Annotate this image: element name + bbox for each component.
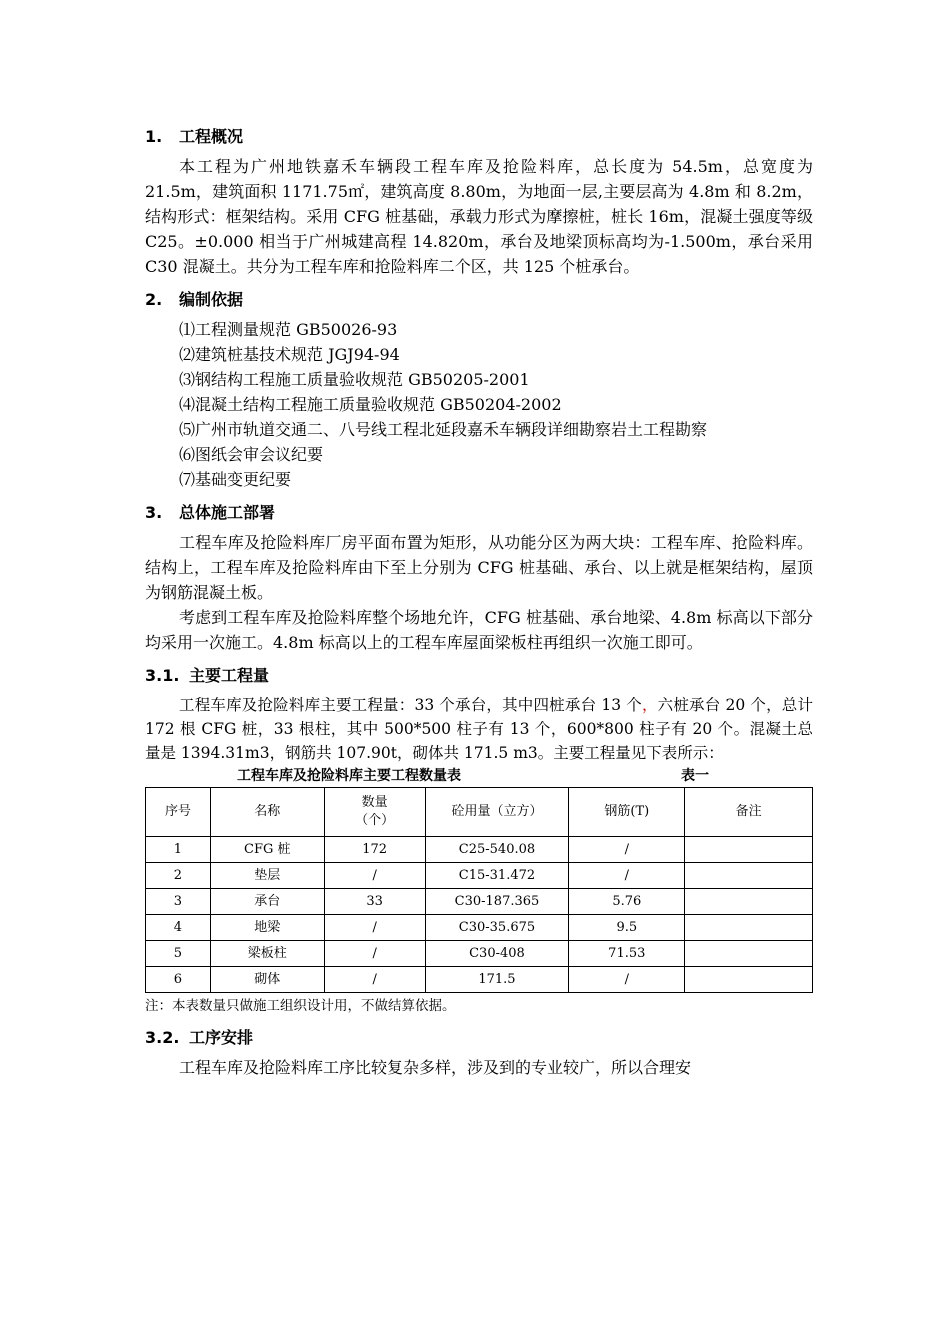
cell: C30-408	[425, 941, 569, 967]
cell: /	[569, 863, 685, 889]
section-3-1-heading	[145, 663, 813, 689]
cell: 4	[146, 915, 211, 941]
cell: 5	[146, 941, 211, 967]
section-3-1-number: 3.1.	[145, 666, 180, 685]
section-1-paragraph: 本工程为广州地铁嘉禾车辆段工程车库及抢险料库，总长度为 54.5m，总宽度为 21.5m，建筑面积 1171.75㎡，建筑高度 8.80m，为地面一层,主要层高为 4.8m 和 8.2m，结构形式：框架结构。采用 CFG 桩基础，承载力形式为摩擦桩，桩长 16m，混凝土强度等级 C25。±0.000 相当于广州城建高程 14.820m，承台及地梁顶标高均为-1.500m，承台采用 C30 混凝土。共分为工程车库和抢险料库二个区，共 125 个桩承台。	[145, 157, 813, 276]
section-2-number: 2.	[145, 290, 163, 309]
cell: 9.5	[569, 915, 685, 941]
section-3-2-number: 3.2.	[145, 1028, 180, 1047]
header-name: 名称	[210, 788, 324, 837]
cell: C15-31.472	[425, 863, 569, 889]
table-row	[146, 889, 813, 915]
section-3-2-heading	[145, 1025, 813, 1051]
cell: 5.76	[569, 889, 685, 915]
cell: /	[324, 967, 425, 993]
section-3-2-title: 工序安排	[189, 1028, 254, 1047]
cell: 承台	[210, 889, 324, 915]
cell: 梁板柱	[210, 941, 324, 967]
table-row	[146, 967, 813, 993]
cell: CFG 桩	[210, 837, 324, 863]
section-1-title: 工程概况	[179, 127, 244, 146]
cell	[685, 941, 813, 967]
header-remark: 备注	[685, 788, 813, 837]
cell: /	[324, 915, 425, 941]
section-3-1-paragraph: 工程车库及抢险料库主要工程量：33 个承台，其中四桩承台 13 个，六桩承台 20 个，总计 172 根 CFG 桩，33 根柱，其中 500*500 柱子有 13 个，600*800 柱子有 20 个。混凝土总量是 1394.31m3，钢筋共 107.90t，砌体共 171.5 m3。主要工程量见下表所示：	[145, 696, 813, 762]
cell	[685, 837, 813, 863]
reference-item-3: ⑶钢结构工程施工质量验收规范 GB50205-2001	[179, 370, 530, 389]
section-3-number: 3.	[145, 503, 163, 522]
cell: 6	[146, 967, 211, 993]
section-1-heading	[145, 124, 813, 150]
cell: 垫层	[210, 863, 324, 889]
cell: 地梁	[210, 915, 324, 941]
cell	[685, 889, 813, 915]
cell: /	[324, 941, 425, 967]
cell: C30-187.365	[425, 889, 569, 915]
section-3-heading	[145, 500, 813, 526]
cell: 1	[146, 837, 211, 863]
cell: /	[569, 837, 685, 863]
cell: C25-540.08	[425, 837, 569, 863]
header-steel: 钢筋(T)	[569, 788, 685, 837]
header-index: 序号	[146, 788, 211, 837]
header-quantity: 数量 （个）	[324, 788, 425, 837]
section-2-title: 编制依据	[179, 290, 244, 309]
table-caption	[145, 765, 813, 787]
cell: 33	[324, 889, 425, 915]
section-3-paragraph-2: 考虑到工程车库及抢险料库整个场地允许，CFG 桩基础、承台地梁、4.8m 标高以下部分均采用一次施工。4.8m 标高以上的工程车库屋面梁板柱再组织一次施工即可。	[145, 608, 813, 652]
cell: 2	[146, 863, 211, 889]
cell: 172	[324, 837, 425, 863]
section-1-number: 1.	[145, 127, 163, 146]
document-page	[145, 124, 813, 1080]
cell: /	[324, 863, 425, 889]
cell: C30-35.675	[425, 915, 569, 941]
cell: 砌体	[210, 967, 324, 993]
table-note: 注：本表数量只做施工组织设计用，不做结算依据。	[145, 998, 456, 1014]
section-3-paragraph-1: 工程车库及抢险料库厂房平面布置为矩形，从功能分区为两大块：工程车库、抢险料库。结构上，工程车库及抢险料库由下至上分别为 CFG 桩基础、承台、以上就是框架结构，屋顶为钢筋混凝土板。	[145, 533, 813, 602]
table-row	[146, 941, 813, 967]
reference-item-4: ⑷混凝土结构工程施工质量验收规范 GB50204-2002	[179, 395, 562, 414]
section-3-title: 总体施工部署	[179, 503, 276, 522]
reference-item-5: ⑸广州市轨道交通二、八号线工程北延段嘉禾车辆段详细勘察岩土工程勘察	[179, 420, 708, 439]
table-title: 工程车库及抢险料库主要工程数量表	[237, 768, 461, 784]
red-comma: ，	[641, 696, 658, 714]
quantity-table	[145, 787, 813, 993]
table-row	[146, 837, 813, 863]
table-header-row	[146, 788, 813, 837]
section-2-heading	[145, 287, 813, 313]
reference-item-6: ⑹图纸会审会议纪要	[179, 445, 324, 464]
reference-item-2: ⑵建筑桩基技术规范 JGJ94-94	[179, 345, 400, 364]
reference-item-7: ⑺基础变更纪要	[179, 470, 292, 489]
cell	[685, 863, 813, 889]
cell	[685, 915, 813, 941]
cell: /	[569, 967, 685, 993]
table-number: 表一	[681, 768, 709, 784]
header-concrete: 砼用量（立方）	[425, 788, 569, 837]
reference-item-1: ⑴工程测量规范 GB50026-93	[179, 320, 398, 339]
table-row	[146, 915, 813, 941]
table-row	[146, 863, 813, 889]
cell	[685, 967, 813, 993]
cell: 171.5	[425, 967, 569, 993]
section-3-2-paragraph: 工程车库及抢险料库工序比较复杂多样，涉及到的专业较广，所以合理安	[179, 1058, 692, 1077]
cell: 71.53	[569, 941, 685, 967]
section-3-1-title: 主要工程量	[189, 666, 270, 685]
cell: 3	[146, 889, 211, 915]
